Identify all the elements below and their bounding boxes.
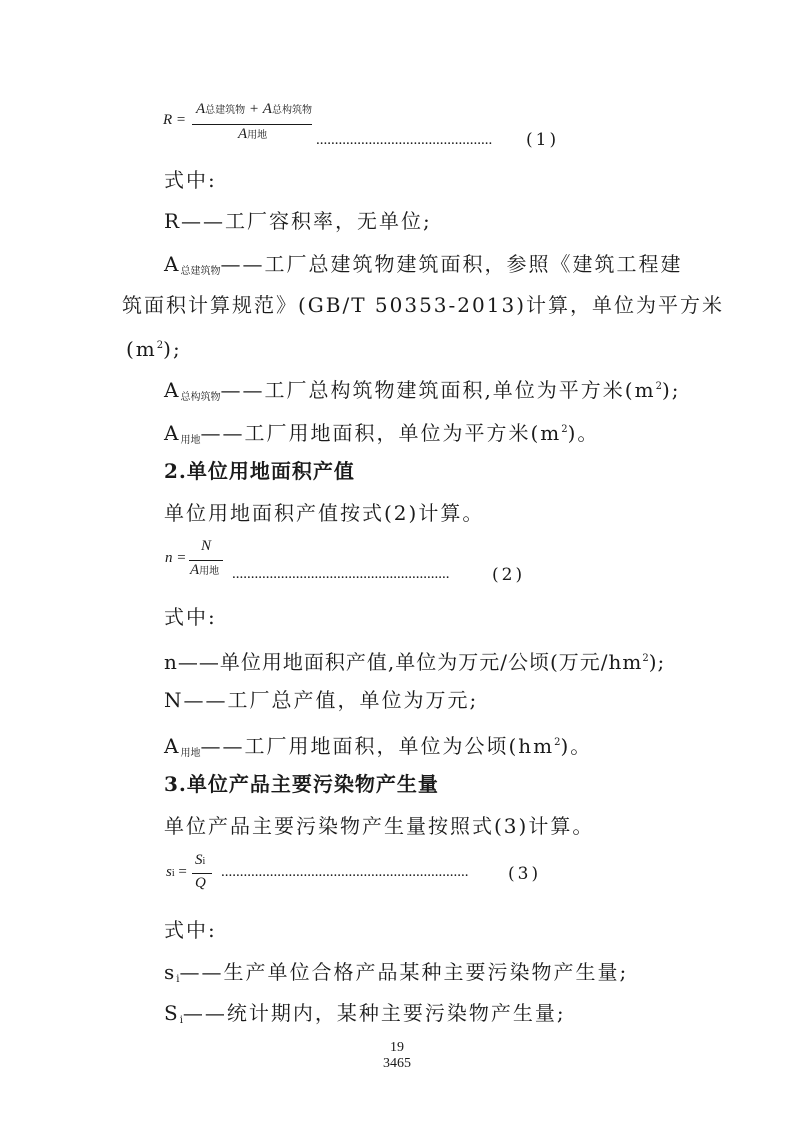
- definition-A-land-2: $A_{用地}——$工厂用地面积，单位为公顷$(hm^2)$。: [164, 734, 593, 759]
- section-3-paragraph: 单位产品主要污染物产生量按照式(3)计算。: [164, 814, 595, 838]
- section-2-paragraph: 单位用地面积产值按式(2)计算。: [164, 501, 485, 525]
- formula-2-numerator: N: [201, 538, 212, 554]
- where-label-3: 式中:: [164, 918, 217, 942]
- definition-N: N——工厂总产值，单位为万元;: [164, 688, 479, 712]
- definition-A-building-line3: $(m^2)$;: [126, 337, 182, 361]
- formula-2-fraction-bar: [189, 560, 223, 561]
- formula-1-fraction-bar: [192, 124, 312, 125]
- formula-2-number: (2): [492, 565, 526, 585]
- formula-1-leader-dots: ...............................................: [316, 132, 493, 148]
- definition-A-land-1: $A_{用地}——$工厂用地面积，单位为平方米$(m^2)$。: [164, 421, 600, 446]
- document-number: 3465: [383, 1056, 411, 1071]
- formula-2-lhs: n =: [165, 550, 187, 566]
- formula-1-number: (1): [526, 130, 560, 150]
- formula-1-denominator: A用地: [238, 126, 268, 142]
- formula-2-leader-dots: ..........................................................: [232, 566, 450, 582]
- formula-3-leader-dots: ..................................................................: [221, 864, 469, 880]
- definition-si: $s_i——$生产单位合格产品某种主要污染物产生量;: [164, 960, 629, 985]
- definition-A-building-line1: $A_{总建筑物}——$工厂总建筑物建筑面积，参照《建筑工程建: [164, 252, 683, 277]
- formula-1-numerator: A总建筑物 + A总构筑物: [196, 101, 312, 117]
- definition-A-building-line2: 筑面积计算规范》(GB/T 50353-2013)计算，单位为平方米: [122, 293, 724, 317]
- definition-R: R——工厂容积率，无单位;: [164, 209, 432, 233]
- where-label-2: 式中:: [164, 605, 217, 629]
- section-heading-3: 3.单位产品主要污染物产生量: [164, 772, 439, 796]
- section-heading-2: 2.单位用地面积产值: [164, 459, 355, 483]
- formula-3-number: (3): [508, 864, 542, 884]
- definition-A-structure: $A_{总构筑物}——$工厂总构筑物建筑面积,单位为平方米$(m^2)$;: [164, 378, 681, 403]
- where-label-1: 式中:: [164, 168, 217, 192]
- formula-3-denominator: Q: [195, 875, 206, 891]
- definition-n: n——单位用地面积产值,单位为万元/公顷(万元$/hm^2$);: [164, 650, 666, 674]
- formula-3-fraction-bar: [192, 873, 212, 874]
- formula-3-numerator: Si: [195, 852, 206, 868]
- formula-3-lhs: si =: [166, 864, 187, 880]
- formula-1-lhs: R =: [163, 112, 187, 128]
- definition-Si: $S_i——$统计期内，某种主要污染物产生量;: [164, 1001, 566, 1026]
- page-number: 19: [390, 1040, 404, 1055]
- formula-2-denominator: A用地: [190, 562, 220, 578]
